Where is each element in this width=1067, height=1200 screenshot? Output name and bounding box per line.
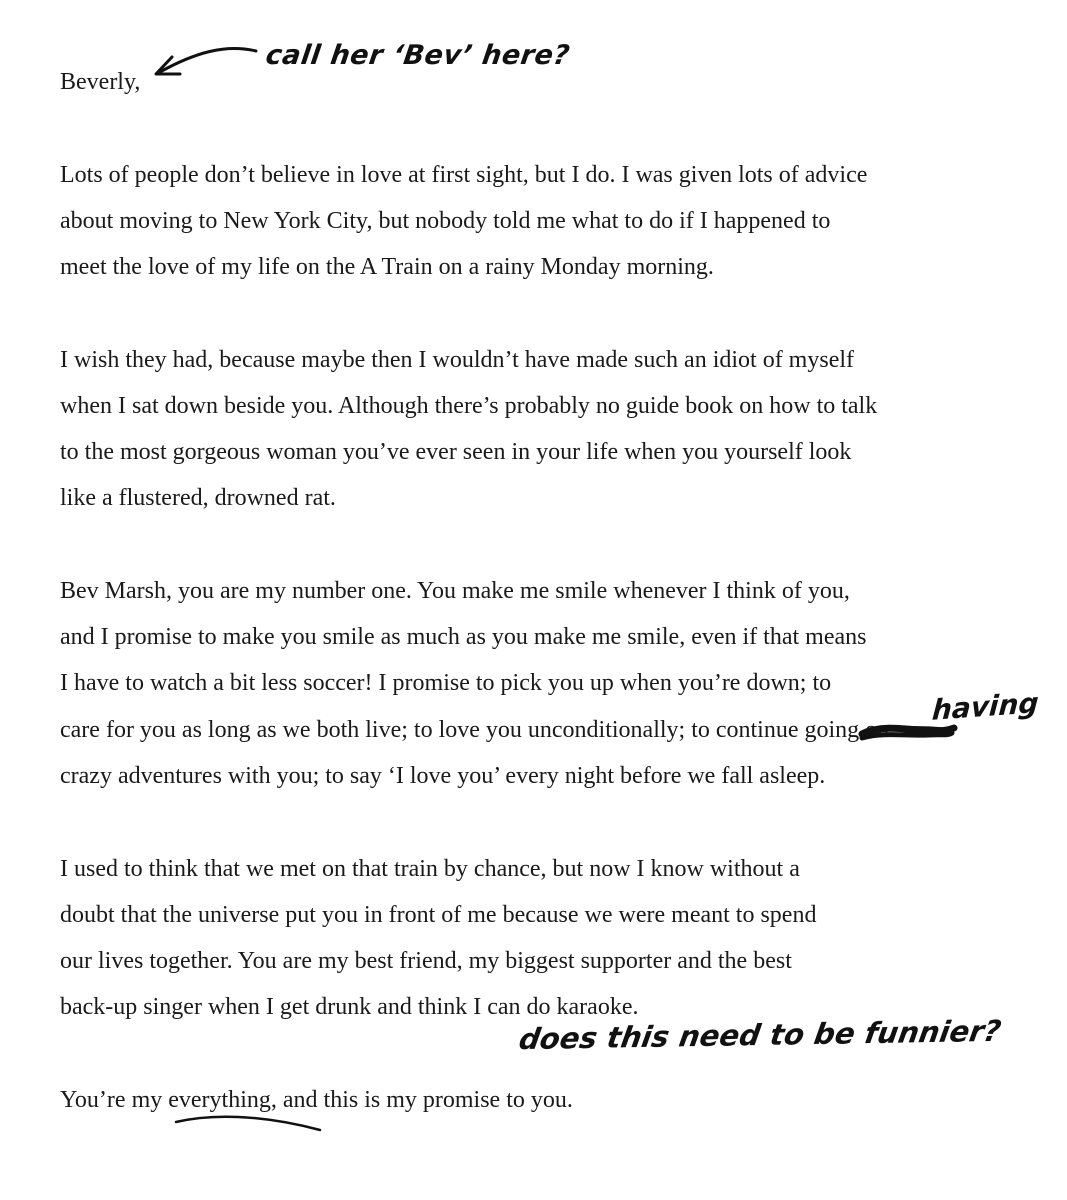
- paragraph-4-line-1: I used to think that we met on that train by chance, but now I know without a: [60, 856, 800, 882]
- paragraph-2-line-4: like a flustered, drowned rat.: [60, 485, 336, 511]
- closing-before: You’re my: [60, 1087, 169, 1113]
- paragraph-3-line-5: crazy adventures with you; to say ‘I love you’ every night before we fall asleep.: [60, 763, 826, 789]
- paragraph-2-line-2: when I sat down beside you. Although there’s probably no guide book on how to talk: [60, 393, 878, 419]
- paragraph-3-line-4-text: care for you as long as we both live; to love you unconditionally; to continue: [60, 717, 799, 743]
- paragraph-4-line-2: doubt that the universe put you in front of me because we were meant to spend: [60, 902, 817, 928]
- closing-after: and this is my promise to you.: [276, 1087, 573, 1113]
- struck-word: going on: [804, 717, 890, 743]
- underline-emphasis-icon: [176, 1117, 320, 1130]
- paragraph-2-line-1: I wish they had, because maybe then I wouldn’t have made such an idiot of myself: [60, 347, 855, 373]
- paragraph-4-line-4: back-up singer when I get drunk and think I can do karaoke.: [60, 994, 639, 1020]
- paragraph-1-line-3: meet the love of my life on the A Train on a rainy Monday morning.: [60, 254, 714, 280]
- paragraph-2-line-3: to the most gorgeous woman you’ve ever seen in your life when you yourself look: [60, 439, 852, 465]
- note-insert-having: having: [930, 686, 1040, 727]
- paragraph-3-line-2: and I promise to make you smile as much as you make me smile, even if that means: [60, 624, 867, 650]
- paragraph-1-line-2: about moving to New York City, but nobody told me what to do if I happened to: [60, 208, 831, 234]
- paragraph-1-line-1: Lots of people don’t believe in love at first sight, but I do. I was given lots of advice: [60, 162, 868, 188]
- paragraph-3-line-4: [60, 715, 889, 745]
- paragraph-3-line-3: I have to watch a bit less soccer! I promise to pick you up when you’re down; to: [60, 670, 832, 696]
- paragraph-3-line-1: Bev Marsh, you are my number one. You make me smile whenever I think of you,: [60, 578, 850, 604]
- paragraph-4-line-3: our lives together. You are my best friend, my biggest supporter and the best: [60, 948, 792, 974]
- note-bev: call her ‘Bev’ here?: [263, 40, 572, 71]
- arrow-head-icon: [156, 57, 180, 74]
- arrow-to-salutation-icon: [160, 49, 256, 72]
- closing-emphasis: everything,: [168, 1087, 277, 1113]
- closing-line: [60, 1085, 573, 1115]
- salutation: Beverly,: [60, 69, 141, 95]
- note-funnier: does this need to be funnier?: [516, 1013, 1004, 1057]
